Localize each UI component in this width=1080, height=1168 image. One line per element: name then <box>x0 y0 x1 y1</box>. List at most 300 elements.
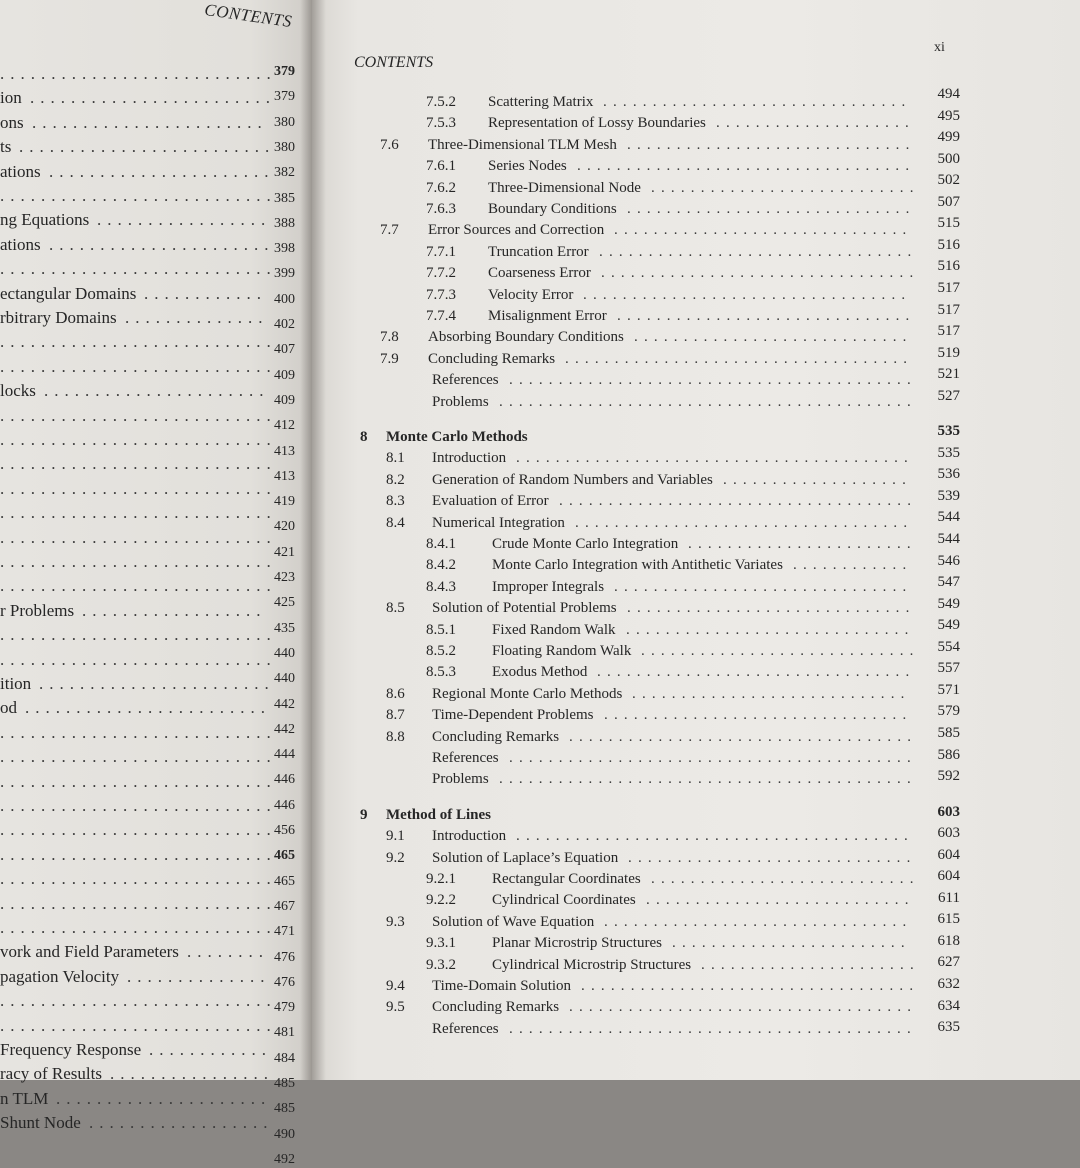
toc-entry <box>312 531 1080 556</box>
toc-entry-number: 7.5.3 <box>426 115 456 132</box>
toc-entry-page: 495 <box>937 107 960 124</box>
toc-entry-title: Crude Monte Carlo Integration <box>492 536 679 552</box>
leader-dots: .................... <box>716 115 915 132</box>
toc-entry <box>312 617 1080 642</box>
toc-entry-title: racy of Results <box>0 1064 102 1084</box>
toc-entry <box>312 172 1080 200</box>
leader-dots: ...................... <box>44 381 270 401</box>
toc-entry <box>0 747 312 788</box>
toc-entry-page: 516 <box>937 258 960 275</box>
toc-entry-page: 539 <box>937 487 960 504</box>
leader-dots: ......................... <box>19 137 276 157</box>
toc-entry-page: 435 <box>274 620 295 636</box>
toc-entry-page: 465 <box>274 873 295 889</box>
toc-entry-page: 618 <box>937 932 960 949</box>
toc-entry-page: 442 <box>274 721 295 737</box>
toc-entry-title: Three-Dimensional Node <box>488 179 641 196</box>
toc-entry <box>312 150 1080 178</box>
toc-entry-page: 546 <box>937 552 960 569</box>
leader-dots: ........................................ <box>516 828 914 845</box>
toc-entry-title: Misalignment Error <box>488 308 607 324</box>
toc-entry-page: 476 <box>274 949 295 965</box>
leader-dots: .......................................... <box>499 393 917 410</box>
leader-dots: ............................... <box>604 913 913 930</box>
toc-entry-title: Fixed Random Walk <box>492 621 616 638</box>
toc-entry <box>0 162 312 184</box>
toc-entry <box>312 279 1080 307</box>
toc-entry-title: Concluding Remarks <box>432 728 560 745</box>
toc-entry-number: 7.6.2 <box>426 179 456 196</box>
toc-entry-page: 379 <box>274 64 295 79</box>
toc-entry <box>312 978 1080 998</box>
toc-entry-number: 8.4 <box>386 514 405 531</box>
toc-entry-title: Exodus Method <box>492 664 588 681</box>
leader-dots: ............................. <box>626 621 915 638</box>
leader-dots: ........................... <box>0 820 277 840</box>
leader-dots: ........ <box>187 942 269 962</box>
leader-dots: .................................. <box>575 514 914 531</box>
toc-entry-title: Improper Integrals <box>492 578 605 595</box>
toc-entry-title: Monte Carlo Methods <box>386 429 528 445</box>
leader-dots: ......................................... <box>509 1020 917 1037</box>
toc-entry-page: 398 <box>274 241 295 257</box>
toc-entry-title: Evaluation of Error <box>432 493 549 510</box>
toc-entry <box>312 129 1080 157</box>
left-running-header: CONTENTS <box>203 0 294 32</box>
toc-entry <box>312 236 1080 264</box>
toc-entry-number: 8.4.1 <box>426 536 456 552</box>
toc-entry-title: pagation Velocity <box>0 966 120 986</box>
toc-entry-number: 7.7.2 <box>426 265 456 282</box>
leader-dots: ............................. <box>627 201 916 217</box>
toc-entry-title: n TLM <box>0 1088 49 1108</box>
toc-entry-number: 7.9 <box>380 350 399 367</box>
toc-chapter-entry <box>312 803 1080 827</box>
leader-dots: .............. <box>127 966 271 986</box>
leader-dots: ........................... <box>0 625 277 645</box>
toc-entry-page: 611 <box>938 889 960 906</box>
toc-entry-page: 603 <box>937 803 960 820</box>
leader-dots: ........................... <box>0 796 277 815</box>
leader-dots: ............................ <box>634 329 913 346</box>
leader-dots: ........................... <box>0 991 277 1011</box>
toc-entry <box>0 454 312 484</box>
toc-entry-number: 7.7.1 <box>426 243 456 260</box>
leader-dots: ................................... <box>569 999 918 1016</box>
toc-entry-page: 413 <box>274 468 295 484</box>
toc-entry-title: Velocity Error <box>488 286 574 303</box>
toc-entry <box>312 846 1080 870</box>
toc-entry-title: Method of Lines <box>386 806 491 823</box>
toc-entry-page: 517 <box>937 323 960 340</box>
toc-entry-title: Regional Monte Carlo Methods <box>432 685 623 702</box>
leader-dots: ............................... <box>604 707 913 724</box>
toc-entry-page: 535 <box>937 444 960 461</box>
toc-entry-number: 9 <box>360 806 368 823</box>
toc-entry <box>312 387 1080 414</box>
toc-entry-page: 499 <box>937 129 960 146</box>
toc-entry-title: Cylindrical Coordinates <box>492 892 636 909</box>
toc-entry <box>0 478 312 510</box>
toc-entry-title: Boundary Conditions <box>488 201 617 217</box>
toc-entry-title: Cylindrical Microstrip Structures <box>492 956 692 973</box>
leader-dots: ...................... <box>49 234 275 254</box>
leader-dots: ............................ <box>632 685 911 702</box>
toc-entry-page: 549 <box>937 617 960 634</box>
toc-entry-title: Floating Random Walk <box>492 643 632 659</box>
toc-entry-title: locks <box>0 381 36 401</box>
toc-entry-page: 571 <box>937 681 960 698</box>
toc-entry-page: 485 <box>274 1076 295 1091</box>
toc-entry-page: 444 <box>274 747 295 763</box>
toc-entry-page: 409 <box>274 392 295 408</box>
toc-entry-page: 382 <box>274 165 295 181</box>
toc-entry-number: 7.7.4 <box>426 308 456 324</box>
toc-entry <box>312 889 1080 912</box>
toc-entry <box>312 509 1080 535</box>
toc-entry <box>0 137 312 159</box>
toc-entry-number: 7.6.1 <box>426 158 456 175</box>
toc-entry <box>312 825 1080 848</box>
toc-entry-title: Generation of Random Numbers and Variables <box>432 471 713 488</box>
toc-entry-title: Time-Dependent Problems <box>432 707 594 724</box>
leader-dots: ........................ <box>672 935 911 952</box>
toc-entry-page: 604 <box>937 846 960 863</box>
toc-entry-number: 9.4 <box>386 978 405 994</box>
toc-entry-number: 8.3 <box>386 493 405 510</box>
toc-entry-page: 467 <box>274 898 295 914</box>
toc-entry-page: 440 <box>274 645 295 661</box>
toc-entry-title: ion <box>0 88 22 108</box>
toc-entry <box>0 332 312 358</box>
toc-entry <box>312 193 1080 221</box>
toc-entry-page: 471 <box>274 924 295 940</box>
toc-entry-title: Representation of Lossy Boundaries <box>488 115 706 132</box>
toc-entry-page: 385 <box>274 190 295 206</box>
toc-entry-page: 400 <box>274 291 295 307</box>
toc-entry-number: 9.1 <box>386 828 405 845</box>
toc-entry-title: Coarseness Error <box>488 265 591 282</box>
toc-entry-number: 7.7 <box>380 222 399 239</box>
toc-entry-number: 7.6 <box>380 136 399 153</box>
leader-dots: ........................... <box>0 405 277 425</box>
leader-dots: ............................. <box>627 600 916 617</box>
toc-entry-title: od <box>0 698 17 718</box>
toc-entry-number: 8.7 <box>386 707 405 724</box>
toc-entry <box>0 552 312 585</box>
toc-entry-page: 490 <box>274 1126 295 1142</box>
toc-entry <box>0 88 312 110</box>
leader-dots: ........................... <box>0 430 277 449</box>
toc-entry-page: 634 <box>937 997 960 1014</box>
toc-entry-title: References <box>432 372 499 389</box>
leader-dots: .............................. <box>614 578 913 595</box>
toc-entry-title: Frequency Response <box>0 1040 142 1059</box>
toc-entry-page: 465 <box>274 848 295 864</box>
right-running-header: CONTENTS <box>354 54 434 71</box>
toc-entry-title: Solution of Wave Equation <box>432 913 595 930</box>
toc-entry <box>0 210 312 232</box>
toc-entry-page: 585 <box>937 724 960 741</box>
toc-entry <box>312 444 1080 470</box>
leader-dots: ................................. <box>583 286 912 303</box>
toc-entry-title: Rectangular Coordinates <box>492 871 641 887</box>
toc-entry-title: References <box>432 750 499 766</box>
leader-dots: ................ <box>110 1064 274 1084</box>
toc-entry <box>312 1021 1080 1041</box>
leader-dots: ................................ <box>599 243 918 260</box>
toc-entry-page: 515 <box>937 215 960 232</box>
toc-entry-page: 536 <box>937 466 960 483</box>
toc-entry <box>312 258 1080 285</box>
toc-entry <box>312 215 1080 242</box>
toc-entry-page: 380 <box>274 139 295 155</box>
toc-entry <box>312 323 1080 349</box>
leader-dots: ...................... <box>701 956 920 973</box>
toc-entry-page: 516 <box>937 236 960 253</box>
toc-entry-page: 420 <box>274 519 295 535</box>
toc-entry-page: 476 <box>274 974 295 990</box>
toc-entry-title: ng Equations <box>0 210 90 230</box>
toc-entry-page: 494 <box>937 86 960 102</box>
toc-entry <box>0 259 312 281</box>
toc-entry-number: 9.5 <box>386 999 405 1016</box>
toc-entry-number: 8.5.3 <box>426 664 456 681</box>
toc-entry-title: Problems <box>432 771 489 788</box>
toc-entry <box>0 1113 312 1167</box>
toc-entry-page: 632 <box>937 976 960 992</box>
leader-dots: .................................. <box>577 158 916 175</box>
toc-entry-page: 446 <box>274 797 295 813</box>
toc-entry <box>0 771 312 813</box>
toc-entry-page: 549 <box>937 595 960 612</box>
toc-entry <box>312 638 1080 663</box>
leader-dots: ........................ <box>30 88 276 108</box>
toc-entry-page: 402 <box>274 317 295 332</box>
leader-dots: .................................. <box>581 978 920 994</box>
leader-dots: ........................... <box>0 1015 277 1035</box>
toc-entry-page: 535 <box>937 423 960 440</box>
leader-dots: ........................... <box>0 64 277 83</box>
toc-entry-title: Introduction <box>432 450 507 467</box>
leader-dots: ............................... <box>603 94 912 110</box>
toc-entry <box>312 868 1080 891</box>
toc-entry-page: 603 <box>937 825 960 842</box>
toc-entry-title: Solution of Potential Problems <box>432 600 617 617</box>
leader-dots: ........................ <box>25 698 271 718</box>
toc-entry <box>312 768 1080 791</box>
toc-entry-title: Scattering Matrix <box>488 94 594 110</box>
toc-entry-number: 8.1 <box>386 450 405 467</box>
page-number-folio: xi <box>934 40 945 55</box>
toc-entry-number: 8.5 <box>386 600 405 617</box>
toc-entry-page: 517 <box>937 301 960 318</box>
toc-entry-page: 492 <box>274 1151 295 1167</box>
leader-dots: ........................... <box>0 503 277 523</box>
leader-dots: ........................... <box>0 576 277 596</box>
toc-entry <box>0 186 312 208</box>
toc-entry-page: 425 <box>274 595 295 611</box>
leader-dots: .............................. <box>614 222 913 239</box>
toc-entry-page: 442 <box>274 696 295 712</box>
toc-entry-number: 8.2 <box>386 471 405 488</box>
toc-entry <box>312 954 1080 977</box>
toc-entry <box>0 235 312 257</box>
toc-entry-number: 7.6.3 <box>426 201 456 217</box>
leader-dots: ......................................... <box>509 750 917 766</box>
toc-entry <box>0 381 312 408</box>
toc-entry-number: 7.5.2 <box>426 94 456 110</box>
toc-entry-title: ons <box>0 112 24 132</box>
toc-entry-page: 502 <box>937 172 960 189</box>
toc-entry-page: 579 <box>937 703 960 720</box>
toc-entry-page: 380 <box>274 114 295 130</box>
leader-dots: ....................... <box>39 674 275 693</box>
toc-entry <box>312 366 1080 392</box>
toc-entry <box>0 308 312 330</box>
toc-entry-number: 9.3.2 <box>426 956 456 973</box>
toc-entry-page: 519 <box>937 344 960 361</box>
toc-entry <box>0 698 312 737</box>
toc-entry-page: 423 <box>274 570 295 585</box>
leader-dots: .............. <box>125 308 269 327</box>
toc-entry-page: 481 <box>274 1025 295 1041</box>
toc-entry-page: 388 <box>274 215 295 231</box>
leader-dots: .................. <box>82 600 267 620</box>
leader-dots: ....................... <box>688 536 917 552</box>
toc-entry-page: 592 <box>937 768 960 785</box>
toc-entry-page: 413 <box>274 443 295 459</box>
leader-dots: ........................... <box>646 892 915 909</box>
toc-entry-title: Absorbing Boundary Conditions <box>428 329 624 346</box>
leader-dots: .............................. <box>617 308 916 324</box>
toc-entry <box>312 703 1080 727</box>
toc-entry-title: Planar Microstrip Structures <box>492 935 662 952</box>
toc-entry-title: r Problems <box>0 600 75 620</box>
leader-dots: ........................... <box>0 844 277 864</box>
toc-entry-page: 407 <box>274 342 295 358</box>
toc-entry-title: ations <box>0 161 41 181</box>
toc-entry <box>312 466 1080 492</box>
toc-entry <box>312 681 1080 706</box>
toc-entry-title: ations <box>0 234 41 254</box>
toc-entry-title: vork and Field Parameters <box>0 942 179 962</box>
leader-dots: ........................... <box>0 527 277 547</box>
toc-entry <box>0 966 312 1016</box>
toc-entry <box>312 574 1080 599</box>
toc-entry <box>0 430 312 459</box>
leader-dots: ................................... <box>565 350 914 367</box>
leader-dots: ................................ <box>601 265 920 282</box>
leader-dots: ............ <box>144 283 267 303</box>
toc-entry <box>0 625 312 661</box>
toc-entry <box>0 405 312 434</box>
leader-dots: ........................... <box>651 179 920 196</box>
toc-entry-page: 446 <box>274 772 295 788</box>
leader-dots: ................. <box>97 210 272 230</box>
toc-entry-number: 7.8 <box>380 329 399 346</box>
toc-entry-number: 8.6 <box>386 685 405 702</box>
leader-dots: ........................... <box>0 259 277 279</box>
toc-entry <box>0 600 312 636</box>
toc-entry <box>312 724 1080 749</box>
leader-dots: ...................... <box>49 161 275 181</box>
toc-entry <box>312 487 1080 513</box>
toc-entry-title: Numerical Integration <box>432 514 565 531</box>
toc-entry-title: ectangular Domains <box>0 283 137 303</box>
toc-entry-page: 554 <box>937 638 960 655</box>
toc-entry-title: Concluding Remarks <box>432 999 560 1016</box>
toc-entry-page: 527 <box>937 387 960 404</box>
toc-entry-number: 7.7.3 <box>426 286 456 303</box>
toc-entry <box>312 86 1080 114</box>
toc-entry-page: 456 <box>274 823 295 838</box>
toc-entry-number: 9.2 <box>386 849 405 866</box>
toc-entry-page: 627 <box>937 954 960 971</box>
toc-entry-page: 440 <box>274 671 295 687</box>
toc-entry-page: 604 <box>937 868 960 885</box>
leader-dots: ........................... <box>0 649 277 669</box>
toc-entry <box>0 991 312 1041</box>
leader-dots: ........................... <box>0 478 277 498</box>
toc-entry-number: 8.5.1 <box>426 621 456 638</box>
toc-entry-page: 615 <box>937 911 960 928</box>
toc-entry-page: 421 <box>274 544 295 560</box>
toc-entry-title: rbitrary Domains <box>0 308 117 327</box>
toc-entry-title: Truncation Error <box>488 243 589 260</box>
leader-dots: ........................... <box>0 771 277 791</box>
toc-entry-number: 8.5.2 <box>426 643 456 659</box>
leader-dots: ........................... <box>0 356 277 376</box>
toc-entry <box>312 660 1080 684</box>
toc-entry <box>0 503 312 535</box>
leader-dots: ........................... <box>0 552 277 571</box>
toc-entry-number: 9.2.2 <box>426 892 456 909</box>
toc-entry-page: 484 <box>274 1050 295 1066</box>
toc-entry-number: 8.8 <box>386 728 405 745</box>
toc-entry-title: Error Sources and Correction <box>428 222 605 239</box>
toc-entry <box>312 301 1080 328</box>
toc-chapter-entry <box>312 423 1080 449</box>
toc-entry-page: 409 <box>274 367 295 383</box>
toc-entry <box>312 107 1080 135</box>
leader-dots: ......................................... <box>509 372 917 389</box>
leader-dots: ................................... <box>569 728 918 745</box>
toc-entry-title: Introduction <box>432 828 507 845</box>
toc-entry <box>312 595 1080 620</box>
leader-dots: ................... <box>723 471 913 488</box>
leader-dots: ........................... <box>0 747 277 767</box>
right-page <box>312 0 1080 1080</box>
toc-entry-page: 379 <box>274 89 295 105</box>
toc-entry-page: 419 <box>274 494 295 510</box>
toc-entry-number: 9.3.1 <box>426 935 456 952</box>
leader-dots: ................................ <box>597 664 916 681</box>
toc-entry <box>0 796 312 838</box>
leader-dots: ............................ <box>641 643 920 659</box>
toc-entry <box>0 844 312 889</box>
toc-entry-title: ts <box>0 137 12 157</box>
toc-entry <box>312 746 1080 770</box>
leader-dots: ........................... <box>0 454 277 474</box>
toc-entry <box>312 552 1080 577</box>
leader-dots: ........................................ <box>516 450 914 467</box>
leader-dots: ........................... <box>651 871 920 887</box>
toc-entry-page: 635 <box>937 1019 960 1036</box>
toc-entry-title: Shunt Node <box>0 1113 81 1133</box>
leader-dots: ........................... <box>0 332 277 352</box>
toc-entry-title: Problems <box>432 393 489 410</box>
